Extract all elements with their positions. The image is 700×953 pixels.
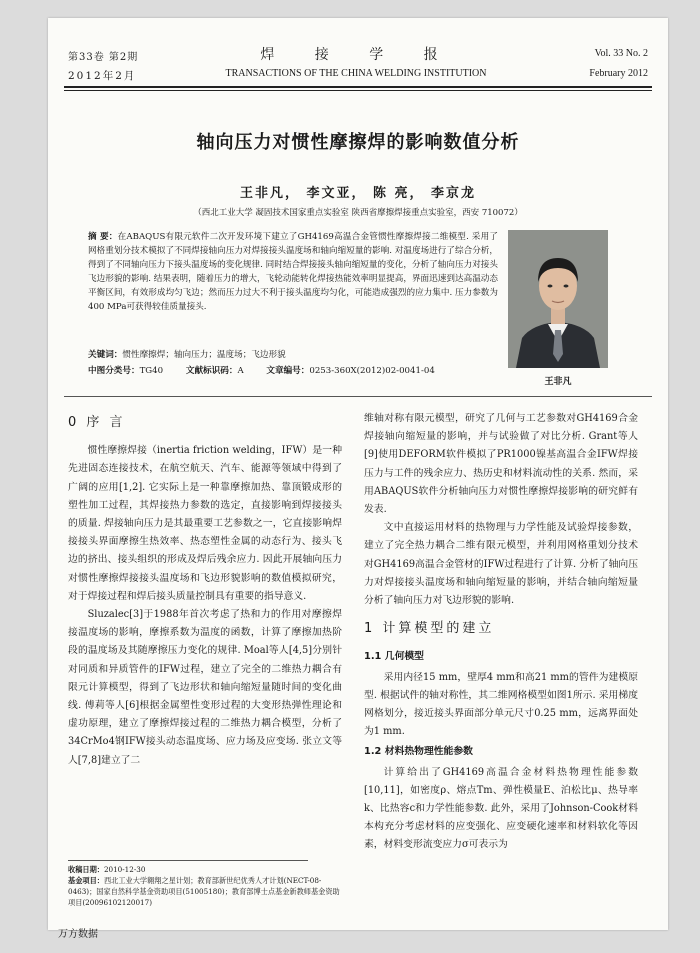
paragraph: 惯性摩擦焊接（inertia friction welding，IFW）是一种先进固态连接技术，在航空航天、汽车、能源等领域中得到了广阔的应用[1,2]. 它实际上是一种靠摩擦加热、靠顶锻成形的塑性加工过程，其焊接热力参数的选定，直接影响到焊接接头的质量. 焊接轴向压力是其最重要工艺参数之一，它直接影响焊接接头界面摩擦生热效率、热态塑性金属的动态行为、接头飞边的挤出、接头组织的形成及焊后残余应力. 因此开展轴向压力对惯性摩擦焊接接头温度场和飞边形貌影响的数值模拟研究，对于焊接过程和焊后接头质量控制具有重要的指导意义. bbox=[68, 445, 342, 602]
author-list: 王非凡， 李文亚， 陈 亮， 李京龙 bbox=[239, 186, 477, 201]
keywords bbox=[88, 348, 498, 360]
article-title: 轴向压力对惯性摩擦焊的影响数值分析 bbox=[196, 132, 520, 153]
paragraph: 计算给出了GH4169高温合金材料热物理性能参数[10,11]，如密度ρ、熔点Tm、弹性模量E、泊松比μ、热导率k、比热容c和力学性能参数. 此外，采用了Johnson-Cook材料本构充分考虑材料的应变强化、应变硬化速率和材料软化等因素，材料变形流变应力σ可表示为 bbox=[364, 766, 638, 851]
section-0-heading: 0 序 言 bbox=[68, 415, 126, 430]
abstract-label: 摘 要： bbox=[88, 232, 118, 242]
date-en: February 2012 bbox=[589, 68, 648, 79]
footnote bbox=[68, 864, 342, 908]
clc-label: 中图分类号： bbox=[88, 366, 140, 376]
journal-header bbox=[48, 18, 668, 88]
paragraph: 采用内径15 mm，壁厚4 mm和高21 mm的管件为建模原型. 根据试件的轴对称性，其二维网格模型如图1所示. 采用梯度网格划分，接近接头界面部分单元尺寸0.25 mm，远离界面处为1 mm. bbox=[364, 671, 638, 738]
doc-code-value: A bbox=[237, 366, 244, 376]
paragraph: Sluzalec[3]于1988年首次考虑了热和力的作用对摩擦焊接温度场的影响，摩擦系数为温度的函数，计算了摩擦加热阶段的温度场及其随摩擦压力变化的规律. Moal等人[4,5]分别针对同质和异质管件的IFW过程，建立了完全的二维热力耦合有限元计算模型，得到了飞边形状和轴向缩短量随时间的变化曲线. 傅莉等人[6]根据金属塑性变形过程的大变形热弹性理论和虚功原理，建立了摩擦焊接过程的二维热力耦合模型，分析了34CrMo4钢IFW接头动态温度场、应力场及应变场. 张立文等人[7,8]建立了二 bbox=[68, 609, 342, 766]
left-column bbox=[68, 410, 342, 770]
header-rule-thin bbox=[64, 90, 652, 91]
photo-caption: 王非凡 bbox=[544, 377, 572, 387]
section-1-2-heading: 1.2 材料热物理性能参数 bbox=[364, 746, 473, 758]
abstract-text: 在ABAQUS有限元软件二次开发环境下建立了GH4169高温合金管惯性摩擦焊接二维模型. 采用了网格重划分技术模拟了不同焊接轴向压力对焊接接头温度场和轴向缩短量的影响. 对温度场进行了综合分析，得到了不同轴向压力下接头温度场的变化规律. 同时结合焊接接头轴向缩短量的变化，分析了轴向压力对接头飞边形貌的影响. 结果表明，随着压力的增大，飞轮动能转化焊接热能效率明显提高，界面迅速到达高温动态平衡区间，有效形成均匀飞边；然而压力过大不利于接头温度均匀化，可能造成强烈的应力集中. 压力参数为400 MPa可获得较佳质量接头. bbox=[88, 232, 498, 312]
abstract bbox=[88, 230, 498, 314]
author-photo bbox=[508, 230, 608, 368]
classification-line bbox=[88, 364, 498, 376]
fund-text: 西北工业大学翱翔之星计划；教育部新世纪优秀人才计划(NECT-08-0463)；国家自然科学基金资助项目(51005180)；教育部博士点基金新教师基金资助项目(20096102120017) bbox=[68, 876, 340, 907]
received-label: 收稿日期： bbox=[68, 865, 104, 874]
footnote-rule bbox=[68, 860, 308, 861]
paragraph: 维轴对称有限元模型，研究了几何与工艺参数对GH4169合金焊接轴向缩短量的影响，并与试验做了对比分析. Grant等人[9]使用DEFORM软件模拟了PR1000镍基高温合金IFW焊接压力与工件的残余应力、热历史和材料流动性的关系. 然而，采用ABAQUS软件分析轴向压力对惯性摩擦焊接影响的研究鲜有发表. bbox=[364, 413, 638, 516]
right-column bbox=[364, 410, 638, 855]
journal-name-en: TRANSACTIONS OF THE CHINA WELDING INSTITUTION bbox=[225, 68, 487, 79]
clc-value: TG40 bbox=[139, 366, 164, 376]
section-1-heading: 1 计算模型的建立 bbox=[364, 621, 495, 637]
journal-name-cn: 焊 接 学 报 bbox=[260, 47, 456, 63]
received-date: 2010-12-30 bbox=[103, 865, 146, 874]
paragraph: 文中直接运用材料的热物理与力学性能及试验焊接参数，建立了完全热力耦合二维有限元模型，并利用网格重划分技术对GH4169高温合金管材的IFW过程进行了计算. 分析了轴向压力对焊接接头温度场和轴向缩短量的影响，并结合轴向缩短量分析了轴向压力对飞边形貌的影响. bbox=[364, 522, 639, 607]
fund-label: 基金项目： bbox=[68, 876, 104, 885]
date-cn: 2012年2月 bbox=[68, 70, 137, 82]
affiliation: （西北工业大学 凝固技术国家重点实验室 陕西省摩擦焊接重点实验室，西安 710072） bbox=[193, 208, 523, 218]
doc-code-label: 文献标识码： bbox=[185, 366, 238, 376]
volume-issue-cn: 第33卷 第2期 bbox=[68, 52, 139, 63]
watermark: 万方数据 bbox=[58, 929, 98, 940]
header-rule bbox=[64, 86, 652, 88]
keywords-label: 关键词： bbox=[88, 350, 123, 360]
journal-page bbox=[48, 18, 668, 930]
section-divider bbox=[64, 396, 652, 397]
volume-issue-en: Vol. 33 No. 2 bbox=[594, 48, 648, 59]
keywords-text: 惯性摩擦焊；轴向压力；温度场；飞边形貌 bbox=[122, 350, 286, 360]
author-portrait-image bbox=[508, 230, 608, 368]
section-1-1-heading: 1.1 几何模型 bbox=[364, 651, 424, 663]
article-id-label: 文章编号： bbox=[266, 366, 310, 376]
article-id-value: 0253-360X(2012)02-0041-04 bbox=[309, 366, 435, 376]
